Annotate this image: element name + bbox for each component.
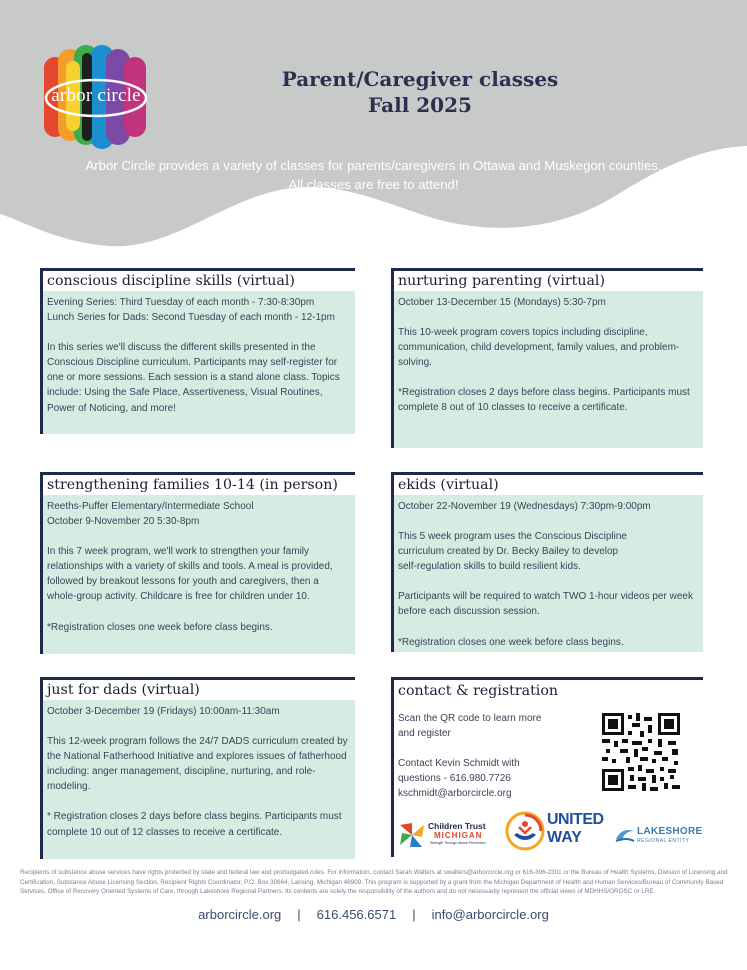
contact-text: [398, 711, 588, 801]
qr-instruction-line-2: and register: [398, 728, 451, 740]
card-title: strengthening families 10-14 (in person): [43, 475, 355, 495]
intro-text: [30, 156, 717, 194]
card-requirement: Participants will be required to watch TWO 1-hour videos per week before each discussion session.: [398, 591, 693, 618]
intro-line-1: Arbor Circle provides a variety of classes for parents/caregivers in Ottawa and Muskegon counties.: [85, 158, 662, 173]
card-note: * Registration closes 2 days before class begins. Participants must complete 10 out of 12 classes to receive a certificate.: [47, 811, 342, 838]
card-schedule: October 3-December 19 (Fridays) 10:00am-11:30am: [47, 706, 280, 717]
united-way-logo: [505, 808, 611, 854]
lakeshore-wave-icon: [614, 825, 636, 845]
footer-separator: |: [412, 907, 416, 922]
card-schedule: Lunch Series for Dads: Second Tuesday of each month - 12-1pm: [47, 312, 335, 324]
card-ekids: [391, 472, 703, 652]
card-schedule: Evening Series: Third Tuesday of each month - 7:30-8:30pm: [47, 297, 315, 308]
card-nurturing-parenting: [391, 268, 703, 448]
card-description: In this series we'll discuss the different skills presented in the Conscious Discipline curriculum. Participants may self-register for one or more sessions. Each session is a stand alone class. Topics include: Using the Safe Place, Assertiveness, Visual Routines, Power of Noticing, and more!: [47, 342, 340, 414]
card-title: conscious discipline skills (virtual): [43, 271, 355, 291]
contact-line-1: Contact Kevin Schmidt with: [398, 758, 520, 770]
page-title: [255, 66, 585, 118]
legal-disclaimer: Recipients of substance abuse services have rights protected by state and federal law and promulgated rules. For information, contact Sarah Walters at swalters@arborcircle.org or 616-396-2301 or the Bureau of Health Systems, Division of Licensing and Certification, Substance Abuse Licensing Section, Recipient Rights Coordinator, P.O. Box 30664, Lansing, Michigan 48909. This program is supported by a grant from the Michigan Department of Health and Human Services/Bureau of Community Based Services, Office of Recovery Oriented Systems of Care, through Lakeshore Regional Partners. Its contents are solely the responsibility of the authors and do not necessarily represent the official views of MDHHS/OROSC or LRE.: [20, 869, 728, 895]
card-note: *Registration closes one week before class begins.: [47, 621, 273, 633]
uw-line-2: WAY: [547, 829, 582, 846]
card-note: *Registration closes one week before class begins.: [398, 636, 624, 648]
footer-website-link[interactable]: arborcircle.org: [198, 907, 282, 922]
card-schedule: October 13-December 15 (Mondays) 5:30-7pm: [398, 297, 606, 308]
lakeshore-line-2: REGIONAL ENTITY: [637, 838, 690, 844]
uw-line-1: UNITED: [547, 811, 604, 828]
card-description: In this 7 week program, we'll work to strengthen your family relationships with a variety of skills and tools. A meal is provided, followed by breakout lessons for youth and caregivers, then a whole-group activity. Childcare is free for children under 10.: [47, 546, 333, 603]
card-title: just for dads (virtual): [43, 680, 355, 700]
lakeshore-regional-entity-logo: [614, 823, 704, 851]
card-title: nurturing parenting (virtual): [394, 271, 703, 291]
footer-phone[interactable]: 616.456.6571: [316, 907, 397, 922]
footer-email-link[interactable]: info@arborcircle.org: [431, 907, 549, 922]
children-trust-michigan-logo: [398, 818, 498, 852]
card-contact-registration: [391, 677, 703, 857]
card-body: [394, 495, 703, 650]
logo-text: arbor circle: [51, 85, 141, 106]
title-line-2: Fall 2025: [368, 93, 472, 117]
card-body: [43, 700, 355, 840]
card-just-for-dads: [40, 677, 355, 859]
footer-contact-bar: [0, 907, 747, 922]
qr-instruction-line-1: Scan the QR code to learn more: [398, 713, 542, 724]
qr-code[interactable]: [602, 713, 680, 791]
description-line-1: This 5 week program uses the Conscious Discipline: [398, 531, 627, 543]
card-description: This 10-week program covers topics including discipline, communication, child development, family values, and problem-solving.: [398, 327, 680, 369]
card-body: [43, 291, 355, 416]
description-line-3: self-regulation skills to build resilient kids.: [398, 561, 581, 573]
card-description: [398, 529, 699, 574]
intro-line-2: All classes are free to attend!: [288, 177, 459, 192]
card-location: Reeths-Puffer Elementary/Intermediate School: [47, 501, 254, 512]
card-description: This 12-week program follows the 24/7 DADS curriculum created by the National Fatherhood Initiative and explores issues of fatherhood including: anger management, discipline, nurturing, and role-modeling.: [47, 736, 348, 793]
footer-separator: |: [297, 907, 301, 922]
card-conscious-discipline: [40, 268, 355, 434]
description-line-2: curriculum created by Dr. Becky Bailey to develop: [398, 546, 619, 558]
card-note: *Registration closes 2 days before class begins. Participants must complete 8 out of 10 classes to receive a certificate.: [398, 387, 690, 414]
card-schedule: October 9-November 20 5:30-8pm: [47, 516, 200, 528]
ctm-line-1: Children Trust: [428, 821, 486, 831]
ctm-tagline: Strength Through Abuse Prevention: [430, 841, 486, 845]
contact-email[interactable]: kschmidt@arborcircle.org: [398, 788, 512, 800]
ctm-line-2: MICHIGAN: [434, 831, 483, 840]
lakeshore-line-1: LAKESHORE: [637, 826, 703, 837]
card-strengthening-families: [40, 472, 355, 654]
contact-phone: questions - 616.980.7726: [398, 773, 511, 785]
title-line-1: Parent/Caregiver classes: [281, 67, 559, 91]
united-way-hand-icon: [505, 811, 545, 851]
card-body: [43, 495, 355, 635]
card-title: ekids (virtual): [394, 475, 703, 495]
card-schedule: October 22-November 19 (Wednesdays) 7:30pm-9:00pm: [398, 501, 651, 512]
pinwheel-icon: [398, 821, 426, 849]
card-body: [394, 291, 703, 416]
card-title: contact & registration: [394, 680, 703, 702]
